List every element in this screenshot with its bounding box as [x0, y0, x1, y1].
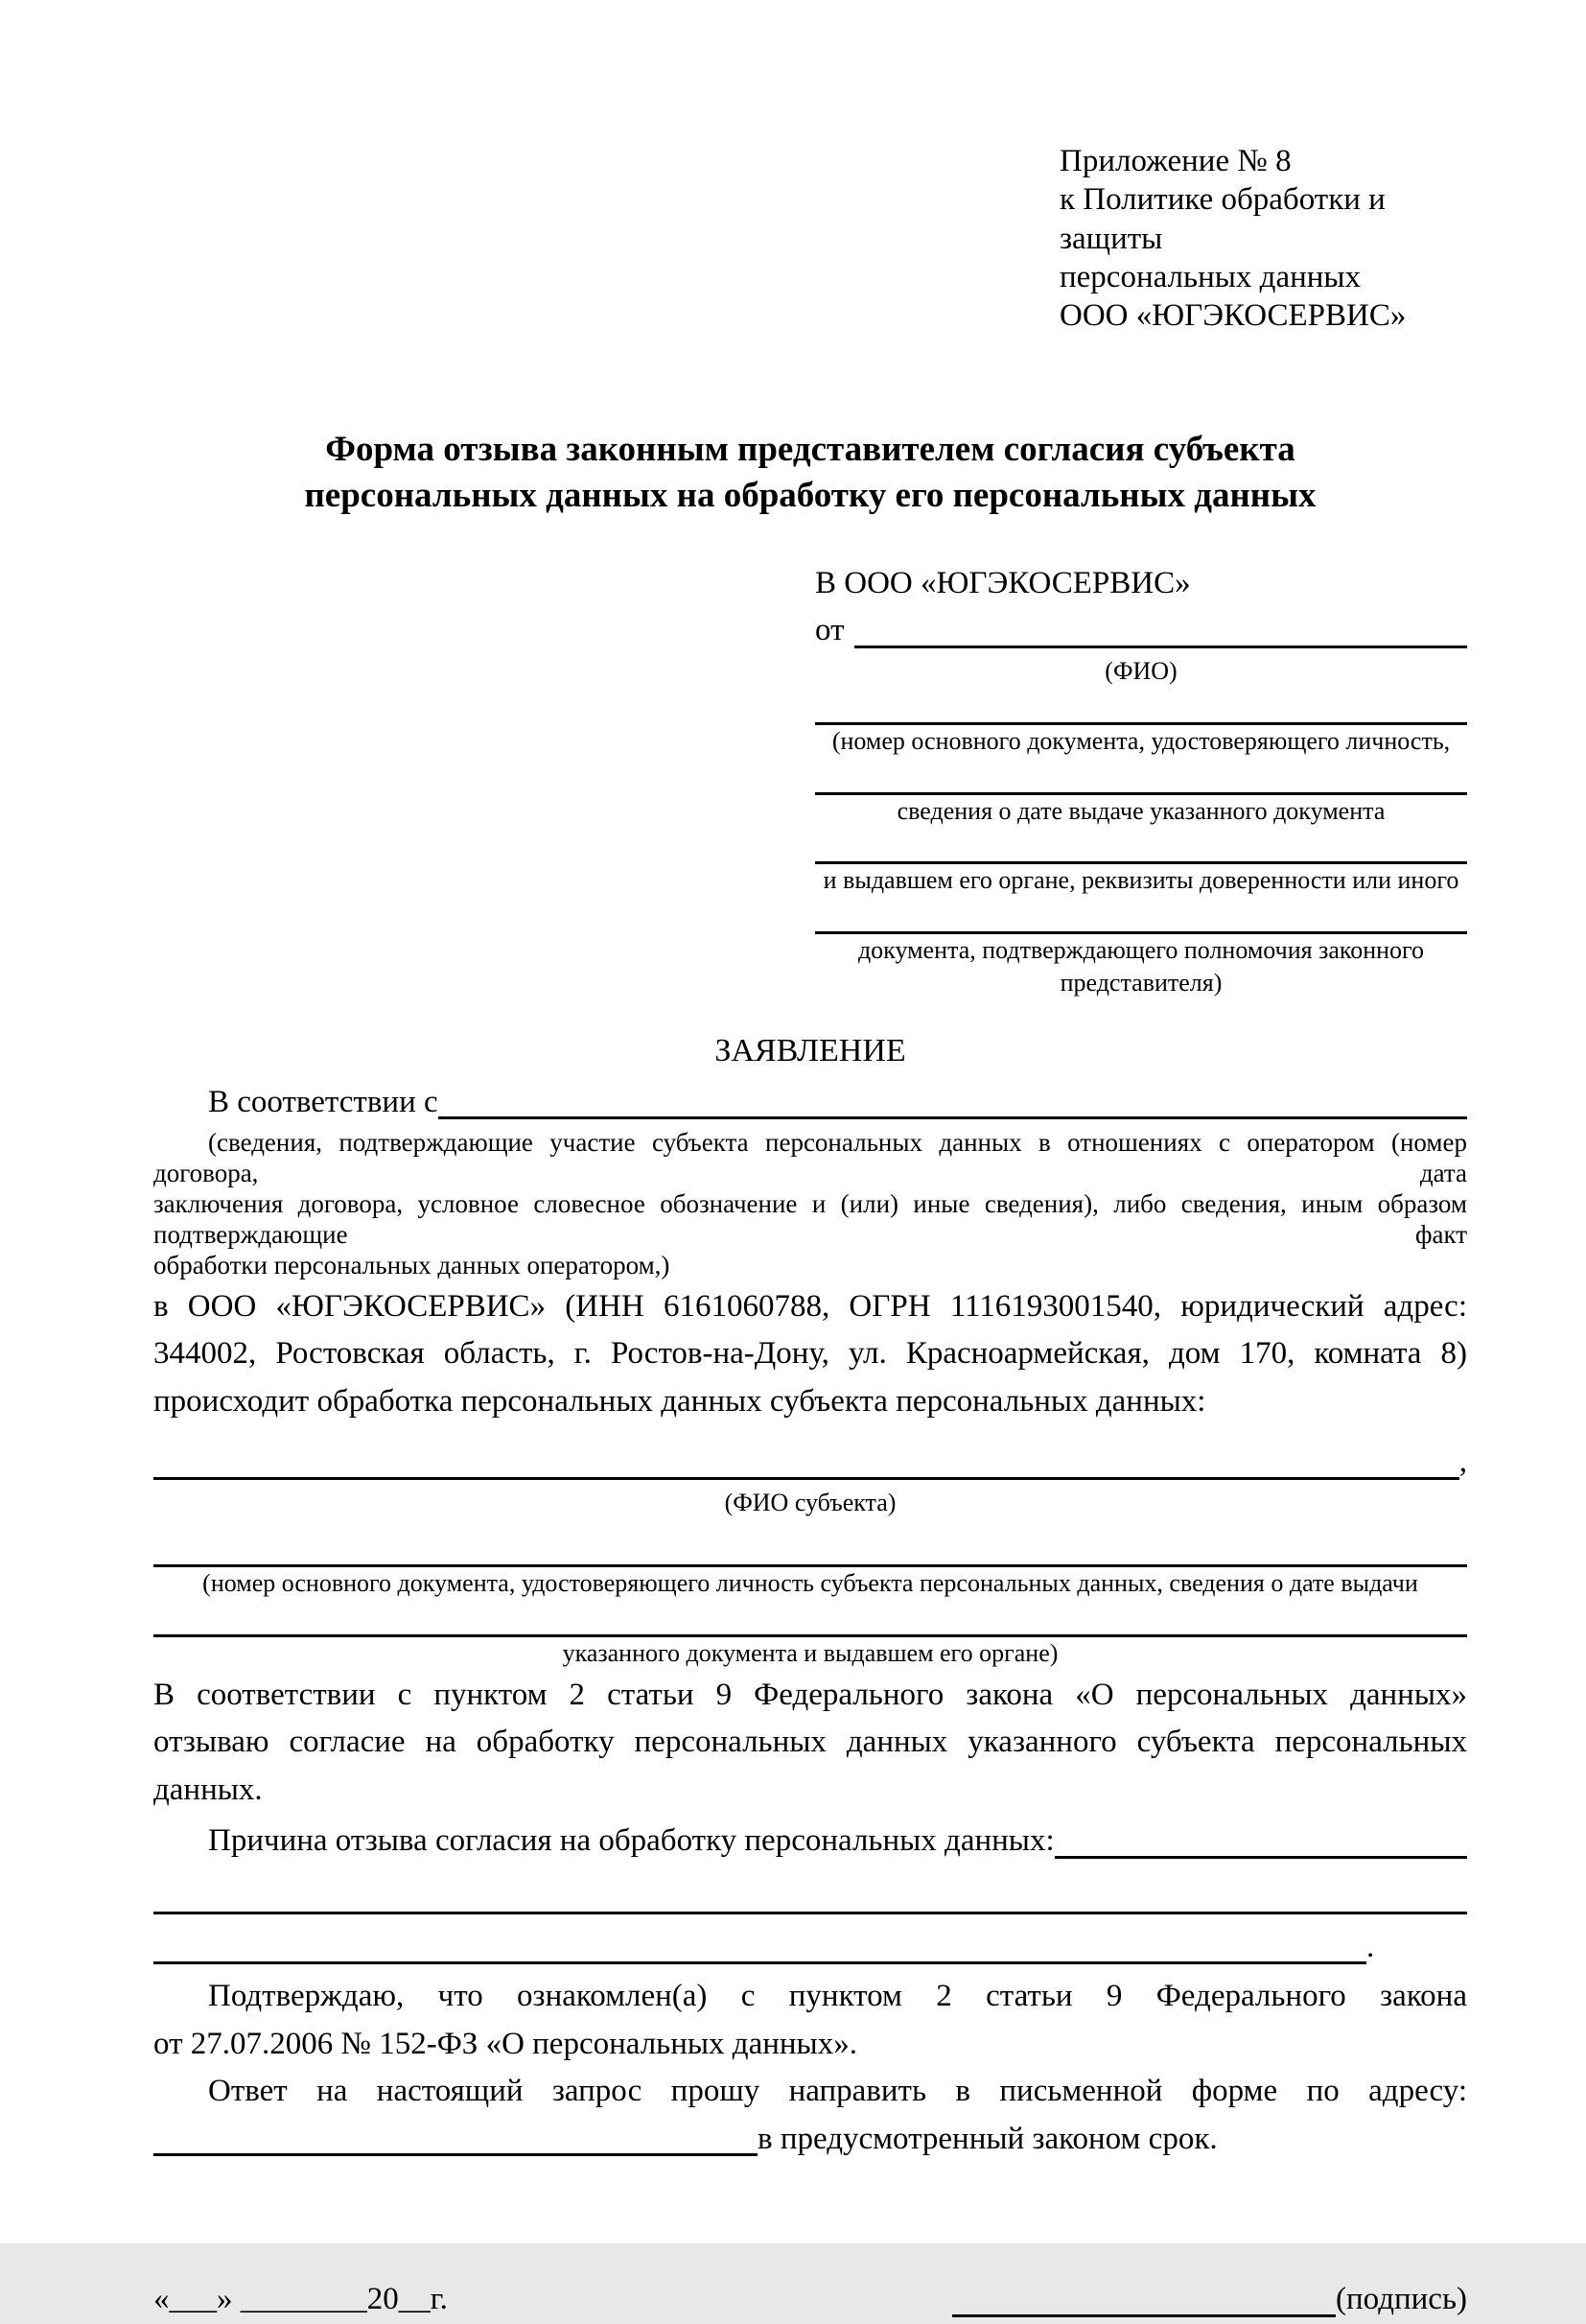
reason-blank-row — [153, 1924, 1467, 1972]
representative-fio-blank-line — [854, 646, 1468, 648]
from-label: от — [815, 613, 845, 648]
basis-caption — [153, 1128, 1467, 1280]
subject-fio-row — [153, 1439, 1467, 1487]
statement-section — [153, 1026, 1467, 2164]
reply-deadline-text: в предусмотренный законом срок. — [758, 2121, 1218, 2156]
doc-blank-line — [815, 827, 1467, 864]
operator-paragraph-line: происходит обработка персональных данных субъекта персональных данных: — [153, 1383, 1206, 1419]
accordance-label: В соответствии с — [208, 1084, 438, 1119]
doc-blank-line — [815, 688, 1467, 725]
reason-blank-line-short — [153, 1961, 1366, 1964]
operator-paragraph-line: 344002, Ростовская область, г. Ростов-на-Дону, ул. Красноармейская, дом 170, комната 8) — [153, 1336, 1467, 1372]
accordance-row — [153, 1079, 1467, 1127]
doc-caption: и выдавшем его органе, реквизиты доверенности или иного — [823, 866, 1459, 895]
basis-blank-line — [438, 1116, 1467, 1119]
confirmation-paragraph — [153, 1973, 1467, 2068]
reason-row — [153, 1818, 1467, 1866]
statement-heading: ЗАЯВЛЕНИЕ — [714, 1032, 906, 1068]
period-mark: . — [1366, 1929, 1375, 1964]
withdrawal-paragraph-line: В соответствии с пунктом 2 статьи 9 Федерального закона «О персональных данных» — [153, 1677, 1467, 1712]
form-title: Форма отзыва законным представителем согласия субъекта персональных данных на обработку его персональных данных — [304, 430, 1317, 515]
reason-blank-line-full — [153, 1866, 1467, 1914]
basis-caption-line: заключения договора, условное словесное обозначение и (или) иные сведения), либо сведения, иным образом подтверждающие факт — [153, 1188, 1467, 1249]
reason-label: Причина отзыва согласия на обработку персональных данных: — [208, 1823, 1055, 1859]
subject-fio-blank-line — [153, 1477, 1459, 1480]
fio-caption: (ФИО) — [1105, 656, 1178, 685]
from-row — [815, 607, 1467, 655]
signature-caption: (подпись) — [1336, 2282, 1467, 2317]
operator-paragraph-line: в ООО «ЮГЭКОСЕРВИС» (ИНН 6161060788, ОГРН 1116193001540, юридический адрес: — [153, 1288, 1467, 1324]
subject-doc-caption: (номер основного документа, удостоверяющего личность субъекта персональных данных, сведения о дате выдачи — [202, 1569, 1418, 1598]
doc-caption: документа, подтверждающего полномочия законного представителя) — [857, 936, 1425, 997]
appendix-line: Приложение № 8 — [1060, 144, 1292, 178]
confirmation-paragraph-line: Подтверждаю, что ознакомлен(а) с пунктом 2 статьи 9 Федерального закона — [208, 1979, 1467, 2014]
signature-footer — [153, 2276, 1467, 2324]
subject-doc-blank-line — [153, 1518, 1467, 1567]
withdrawal-paragraph — [153, 1672, 1467, 1815]
withdrawal-paragraph-line: данных. — [153, 1772, 263, 1807]
confirmation-paragraph-line: от 27.07.2006 № 152-ФЗ «О персональных данных». — [153, 2026, 857, 2061]
addressee-org: В ООО «ЮГЭКОСЕРВИС» — [815, 565, 1191, 600]
date-line: «___» ________20__г. — [153, 2282, 448, 2317]
doc-caption: сведения о дате выдаче указанного документа — [897, 796, 1386, 825]
basis-caption-line: (сведения, подтверждающие участие субъекта персональных данных в отношениях с оператором (номер договора, дата — [153, 1128, 1467, 1188]
doc-blank-line — [815, 897, 1467, 934]
doc-blank-line — [815, 758, 1467, 795]
reason-blank-line — [1055, 1856, 1467, 1859]
basis-caption-line: обработки персональных данных оператором,) — [153, 1250, 670, 1279]
addressee-block — [815, 560, 1467, 999]
operator-paragraph — [153, 1283, 1467, 1426]
reply-request-line: Ответ на настоящий запрос прошу направить в письменной форме по адресу: — [208, 2074, 1467, 2109]
subject-doc-caption: указанного документа и выдавшем его органе) — [562, 1639, 1059, 1668]
subject-fio-caption: (ФИО субъекта) — [724, 1488, 897, 1516]
signature-group — [952, 2276, 1467, 2324]
reply-address-blank-line — [153, 2153, 758, 2156]
appendix-line: к Политике обработки и защиты — [1060, 182, 1386, 256]
appendix-line: ООО «ЮГЭКОСЕРВИС» — [1060, 298, 1407, 333]
signature-blank-line — [952, 2314, 1336, 2317]
appendix-header — [1060, 142, 1467, 335]
appendix-line: персональных данных — [1060, 259, 1362, 294]
subject-doc-blank-line — [153, 1600, 1467, 1637]
comma-mark: , — [1458, 1444, 1467, 1480]
reply-address-row — [153, 2116, 1467, 2164]
doc-caption: (номер основного документа, удостоверяющего личность, — [831, 726, 1451, 755]
withdrawal-paragraph-line: отзываю согласие на обработку персональных данных указанного субъекта персональных — [153, 1725, 1467, 1760]
